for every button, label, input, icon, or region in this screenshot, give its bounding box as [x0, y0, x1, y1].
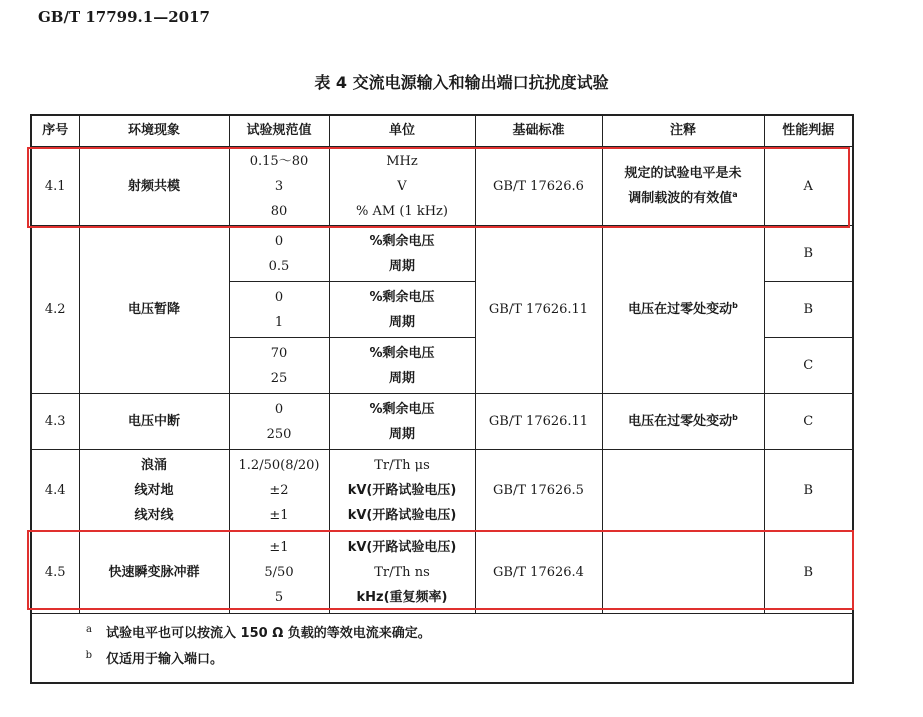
value-line: 1: [274, 314, 284, 330]
unit-line: V: [397, 178, 407, 194]
standard-cell: GB/T 17626.6: [475, 147, 602, 226]
table-row-4-4: [31, 450, 853, 532]
unit-line: kV(开路试验电压): [347, 508, 457, 523]
footnote-a: [32, 620, 852, 646]
phenomenon-cell: 射频共模: [79, 147, 229, 226]
unit-cell: [329, 450, 475, 532]
row-number: 4.4: [31, 450, 79, 532]
unit-line: %剩余电压: [369, 401, 435, 417]
criterion-cell: B: [764, 226, 853, 282]
standard-cell: GB/T 17626.5: [475, 450, 602, 532]
value-line: ±1: [269, 540, 289, 555]
table-row-4-5: [31, 532, 853, 614]
value-line: 0: [274, 233, 284, 249]
unit-line: 周期: [388, 370, 415, 386]
unit-line: %剩余电压: [369, 289, 435, 305]
phenomenon-cell: [79, 450, 229, 532]
value-line: 70: [270, 345, 288, 361]
unit-cell: [329, 282, 475, 338]
criterion-cell: C: [764, 338, 853, 394]
value-cell: [229, 450, 329, 532]
unit-line: % AM (1 kHz): [356, 203, 448, 219]
criterion-cell: A: [764, 147, 853, 226]
header-unit: 单位: [329, 115, 475, 147]
value-cell: [229, 226, 329, 282]
unit-line: Tr/Th ns: [374, 565, 430, 580]
table-row-4-2a: [31, 226, 853, 282]
value-cell: [229, 532, 329, 614]
phenomenon-line: 浪涌: [140, 458, 167, 473]
value-line: 80: [270, 203, 288, 219]
header-standard: 基础标准: [475, 115, 602, 147]
criterion-cell: B: [764, 450, 853, 532]
value-line: 3: [274, 178, 284, 194]
note-cell: [602, 532, 764, 614]
unit-line: %剩余电压: [369, 345, 435, 361]
immunity-test-table: [30, 114, 854, 684]
standard-cell: GB/T 17626.11: [475, 394, 602, 450]
value-cell: [229, 282, 329, 338]
header-row: [31, 115, 853, 147]
unit-line: Tr/Th μs: [374, 458, 430, 473]
unit-cell: [329, 338, 475, 394]
note-cell: 电压在过零处变动$^b$: [602, 394, 764, 450]
standard-cell: GB/T 17626.4: [475, 532, 602, 614]
row-number: 4.1: [31, 147, 79, 226]
header-note: 注释: [602, 115, 764, 147]
note-line: 规定的试验电平是未: [624, 165, 742, 181]
footnote-text: 仅适用于输入端口。: [106, 651, 224, 667]
note-cell: [602, 147, 764, 226]
value-line: 5/50: [264, 565, 294, 580]
unit-cell: [329, 394, 475, 450]
value-line: 0: [274, 401, 284, 417]
note-cell: 电压在过零处变动$^b$: [602, 226, 764, 394]
row-number: 4.2: [31, 226, 79, 394]
unit-line: MHz: [386, 153, 418, 169]
row-number: 4.3: [31, 394, 79, 450]
phenomenon-line: 线对线: [134, 508, 174, 523]
footnotes-row: [31, 614, 853, 684]
table-row-4-3: [31, 394, 853, 450]
unit-line: %剩余电压: [369, 233, 435, 249]
note-cell: [602, 450, 764, 532]
value-line: 5: [274, 590, 284, 605]
footnote-text: 试验电平也可以按流入 150 Ω 负载的等效电流来确定。: [106, 625, 431, 641]
footnote-mark: b: [732, 412, 738, 422]
unit-cell: [329, 147, 475, 226]
unit-cell: [329, 226, 475, 282]
phenomenon-cell: 电压中断: [79, 394, 229, 450]
note-line: 调制载波的有效值$^a$: [628, 189, 738, 206]
footnote-mark: a: [86, 623, 92, 635]
value-line: ±2: [269, 483, 289, 498]
phenomenon-cell: 电压暂降: [79, 226, 229, 394]
standard-cell: GB/T 17626.11: [475, 226, 602, 394]
table-title: 表 4 交流电源输入和输出端口抗扰度试验: [314, 73, 609, 92]
unit-line: 周期: [388, 314, 415, 330]
value-cell: [229, 147, 329, 226]
value-line: 0.5: [268, 258, 290, 274]
header-criterion: 性能判据: [764, 115, 853, 147]
value-line: 0: [274, 289, 284, 305]
criterion-cell: B: [764, 282, 853, 338]
value-line: 0.15～80: [249, 153, 309, 169]
value-cell: [229, 338, 329, 394]
footnote-mark: a: [732, 189, 738, 199]
criterion-cell: C: [764, 394, 853, 450]
document-id: GB/T 17799.1—2017: [38, 8, 210, 26]
unit-line: kV(开路试验电压): [347, 540, 457, 555]
unit-line: 周期: [388, 426, 415, 442]
footnote-mark: b: [732, 300, 738, 310]
value-line: ±1: [269, 508, 289, 523]
criterion-cell: B: [764, 532, 853, 614]
footnote-mark: b: [85, 649, 92, 661]
row-number: 4.5: [31, 532, 79, 614]
unit-line: kV(开路试验电压): [347, 483, 457, 498]
header-no: 序号: [31, 115, 79, 147]
value-line: 25: [270, 370, 288, 386]
table-row-4-1: [31, 147, 853, 226]
footnotes-cell: [31, 614, 853, 684]
value-line: 250: [266, 426, 292, 442]
header-phenomenon: 环境现象: [79, 115, 229, 147]
phenomenon-line: 线对地: [134, 483, 174, 498]
unit-line: 周期: [388, 258, 415, 274]
header-value: 试验规范值: [229, 115, 329, 147]
unit-line: kHz(重复频率): [356, 590, 448, 605]
value-cell: [229, 394, 329, 450]
footnote-b: [32, 646, 852, 672]
value-line: 1.2/50(8/20): [238, 458, 320, 473]
unit-cell: [329, 532, 475, 614]
phenomenon-cell: 快速瞬变脉冲群: [79, 532, 229, 614]
